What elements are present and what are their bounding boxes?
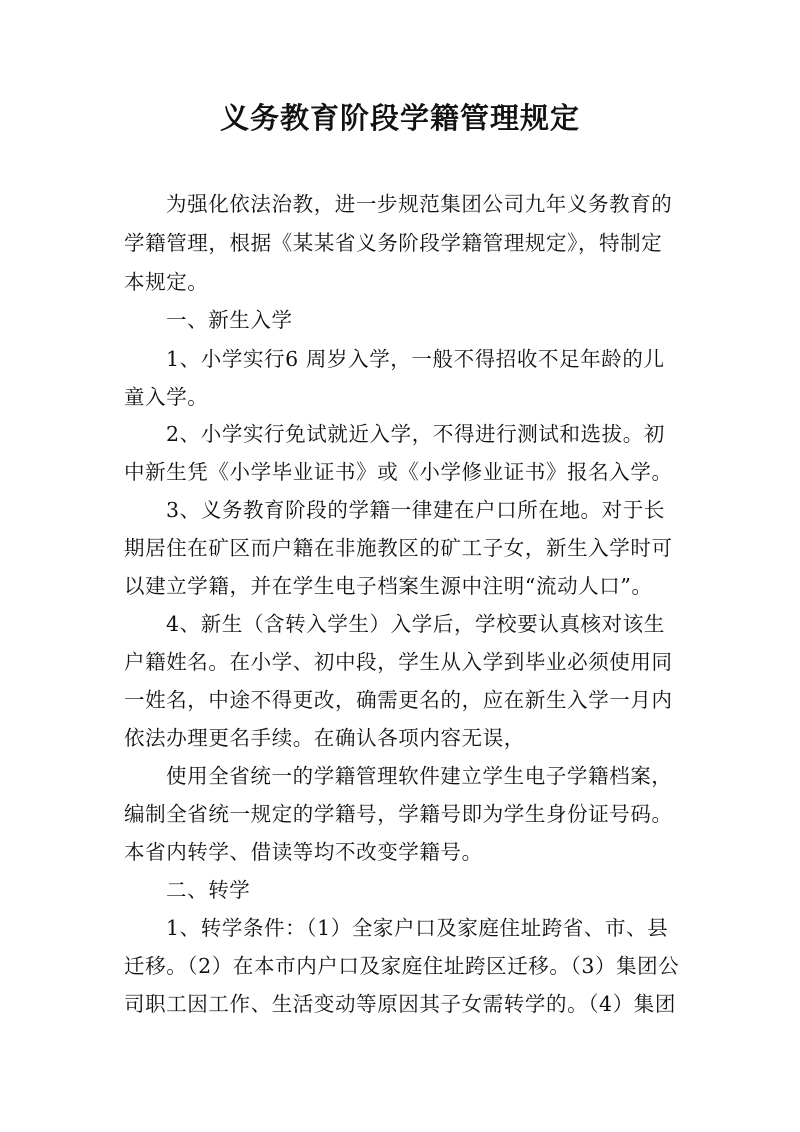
paragraph-line: 学籍管理，根据《某某省义务阶段学籍管理规定》，特制定 (124, 231, 663, 255)
paragraph-line: 为强化依法治教，进一步规范集团公司九年义务教育的 (166, 192, 673, 216)
paragraph-line: 1、转学条件：（1）全家户口及家庭住址跨省、市、县 (166, 916, 669, 940)
paragraph-line: 一姓名，中途不得更改，确需更名的，应在新生入学一月内 (124, 688, 673, 712)
paragraph-line: 3、义务教育阶段的学籍一律建在户口所在地。对于长 (166, 498, 665, 522)
paragraph-line: 1、小学实行6 周岁入学，一般不得招收不足年龄的儿 (166, 347, 665, 371)
paragraph-line: 以建立学籍，并在学生电子档案生源中注明“流动人口”。 (124, 574, 653, 598)
paragraph-line: 迁移。（2）在本市内户口及家庭住址跨区迁移。（3）集团公 (124, 954, 680, 978)
paragraph-line: 使用全省统一的学籍管理软件建立学生电子学籍档案， (166, 764, 673, 788)
paragraph-line: 童入学。 (124, 385, 209, 409)
paragraph-line: 编制全省统一规定的学籍号，学籍号即为学生身份证号码。 (124, 802, 673, 826)
paragraph-line: 本规定。 (124, 270, 209, 294)
paragraph-line: 4、新生（含转入学生）入学后，学校要认真核对该生 (166, 612, 665, 636)
document-title: 义务教育阶段学籍管理规定 (219, 101, 580, 135)
paragraph-line: 2、小学实行免试就近入学，不得进行测试和选拔。初 (166, 422, 665, 446)
section-heading: 一、新生入学 (166, 308, 293, 332)
paragraph-line: 中新生凭《小学毕业证书》或《小学修业证书》报名入学。 (124, 460, 673, 484)
paragraph-line: 依法办理更名手续。在确认各项内容无误， (124, 726, 525, 750)
paragraph-line: 司职工因工作、生活变动等原因其子女需转学的。（4）集团 (124, 992, 676, 1016)
paragraph-line: 期居住在矿区而户籍在非施教区的矿工子女，新生入学时可 (124, 536, 673, 560)
paragraph-line: 户籍姓名。在小学、初中段，学生从入学到毕业必须使用同 (124, 650, 673, 674)
paragraph-line: 本省内转学、借读等均不改变学籍号。 (124, 840, 483, 864)
section-heading: 二、转学 (166, 878, 251, 902)
